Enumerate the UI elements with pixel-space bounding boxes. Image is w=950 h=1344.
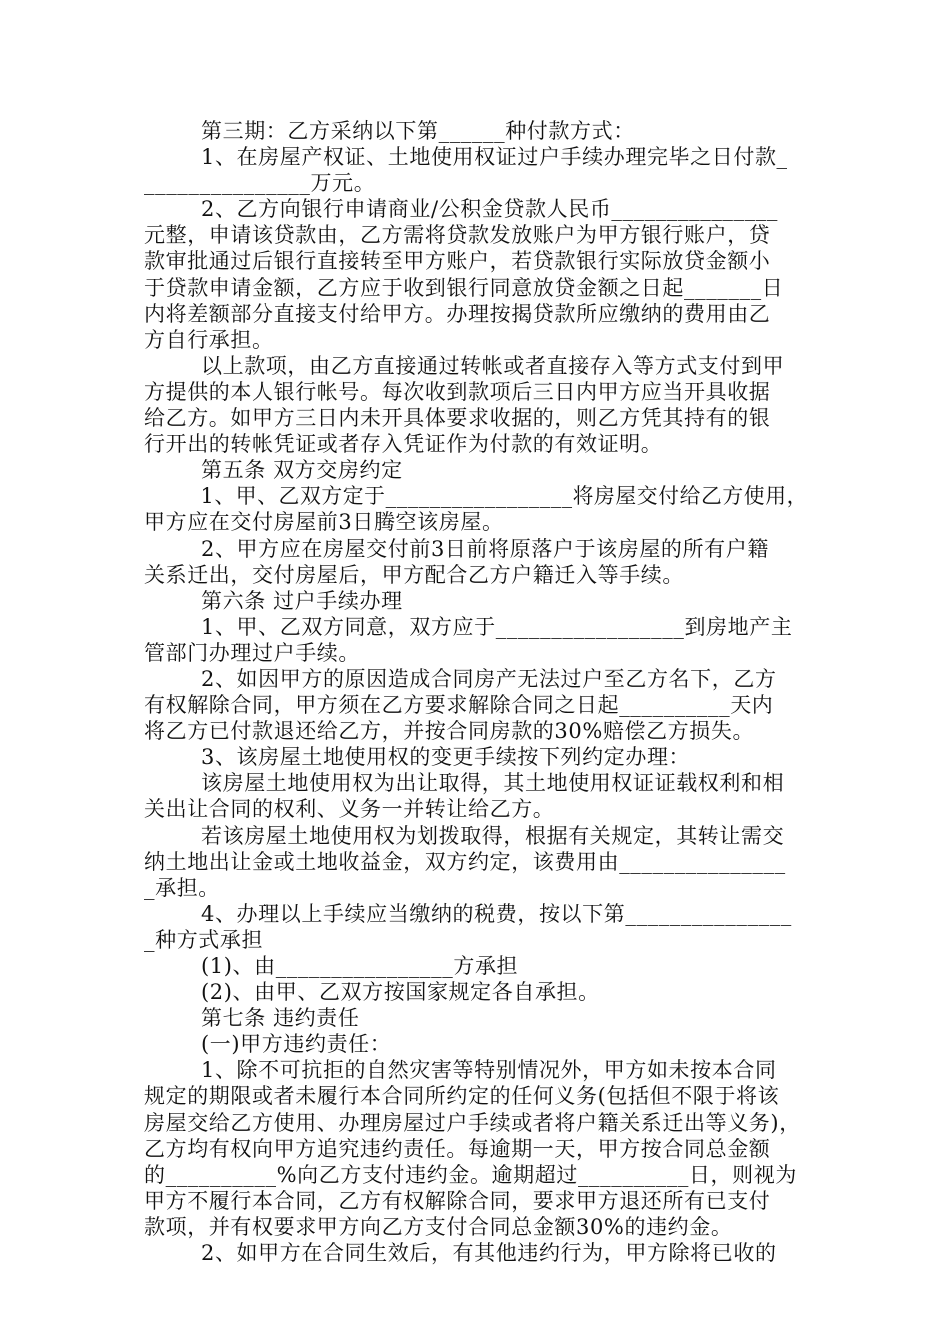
text-line: 1、除不可抗拒的自然灾害等特别情况外，甲方如未按本合同 — [201, 1058, 777, 1083]
text-line: (1)、由________________方承担 — [201, 954, 519, 978]
text-line: _种方式承担 — [144, 927, 264, 952]
text-line: 规定的期限或者未履行本合同所约定的任何义务(包括但不限于将该 — [144, 1084, 780, 1109]
text-line: 2、乙方向银行申请商业/公积金贷款人民币_______________ — [201, 197, 778, 222]
text-line: 关出让合同的权利、义务一并转让给乙方。 — [144, 797, 555, 822]
text-line: 方提供的本人银行帐号。每次收到款项后三日内甲方应当开具收据 — [144, 379, 771, 404]
text-line: 1、在房屋产权证、土地使用权证过户手续办理完毕之日付款_ — [201, 145, 788, 170]
text-line: 1、甲、乙双方同意，双方应于_________________到房地产主 — [201, 614, 793, 639]
text-line: 内将差额部分直接支付给甲方。办理按揭贷款所应缴纳的费用由乙 — [144, 301, 771, 326]
text-line: 第七条 违约责任 — [201, 1006, 360, 1031]
text-line: 元整，申请该贷款由，乙方需将贷款发放账户为甲方银行账户，贷 — [144, 223, 771, 248]
text-line: 甲方应在交付房屋前3日腾空该房屋。 — [144, 510, 504, 535]
text-line: 乙方均有权向甲方追究违约责任。每逾期一天，甲方按合同总金额 — [144, 1136, 771, 1161]
text-line: 4、办理以上手续应当缴纳的税费，按以下第_______________ — [201, 901, 792, 926]
text-line: 方自行承担。 — [144, 327, 274, 352]
text-line: (一)甲方违约责任： — [201, 1032, 392, 1057]
text-line: 将乙方已付款退还给乙方，并按合同房款的30%赔偿乙方损失。 — [144, 719, 755, 744]
text-line: 款项，并有权要求甲方向乙方支付合同总金额30%的违约金。 — [144, 1214, 733, 1239]
text-line: 1、甲、乙双方定于_________________将房屋交付给乙方使用， — [200, 484, 809, 509]
text-line: 给乙方。如甲方三日内未开具体要求收据的，则乙方凭其持有的银 — [144, 406, 771, 431]
text-line: _承担。 — [144, 875, 220, 900]
text-line: 2、如因甲方的原因造成合同房产无法过户至乙方名下，乙方 — [201, 666, 777, 691]
text-line: (2)、由甲、乙双方按国家规定各自承担。 — [201, 980, 600, 1005]
text-line: 第六条 过户手续办理 — [201, 588, 403, 613]
text-line: 甲方不履行本合同，乙方有权解除合同，要求甲方退还所有已支付 — [144, 1188, 771, 1213]
text-line: 款审批通过后银行直接转至甲方账户，若贷款银行实际放贷金额小 — [144, 249, 771, 274]
text-line: 关系迁出，交付房屋后，甲方配合乙方户籍迁入等手续。 — [144, 562, 684, 587]
text-line: 的__________%向乙方支付违约金。逾期超过__________日，则视为 — [144, 1162, 797, 1187]
text-line: 于贷款申请金额，乙方应于收到银行同意放贷金额之日起_______日 — [144, 275, 784, 300]
text-line: 2、甲方应在房屋交付前3日前将原落户于该房屋的所有户籍 — [201, 536, 769, 561]
text-line: 3、该房屋土地使用权的变更手续按下列约定办理： — [201, 745, 691, 770]
text-line: 房屋交给乙方使用、办理房屋过户手续或者将户籍关系迁出等义务)， — [144, 1110, 801, 1135]
text-line: _______________万元。 — [144, 171, 376, 196]
text-line: 以上款项，由乙方直接通过转帐或者直接存入等方式支付到甲 — [201, 353, 785, 378]
text-line: 2、如甲方在合同生效后，有其他违约行为，甲方除将已收的 — [201, 1241, 777, 1266]
text-line: 第五条 双方交房约定 — [201, 458, 403, 483]
text-line: 管部门办理过户手续。 — [144, 640, 360, 665]
text-line: 第三期：乙方采纳以下第______种付款方式： — [201, 119, 635, 143]
text-line: 有权解除合同，甲方须在乙方要求解除合同之日起__________天内 — [144, 693, 774, 718]
text-line: 该房屋土地使用权为出让取得，其土地使用权证证载权利和相 — [201, 771, 785, 796]
text-line: 纳土地出让金或土地收益金，双方约定，该费用由_______________ — [144, 849, 786, 874]
document-body — [144, 118, 808, 1266]
text-line: 行开出的转帐凭证或者存入凭证作为付款的有效证明。 — [144, 432, 663, 457]
text-line: 若该房屋土地使用权为划拨取得，根据有关规定，其转让需交 — [201, 823, 785, 848]
